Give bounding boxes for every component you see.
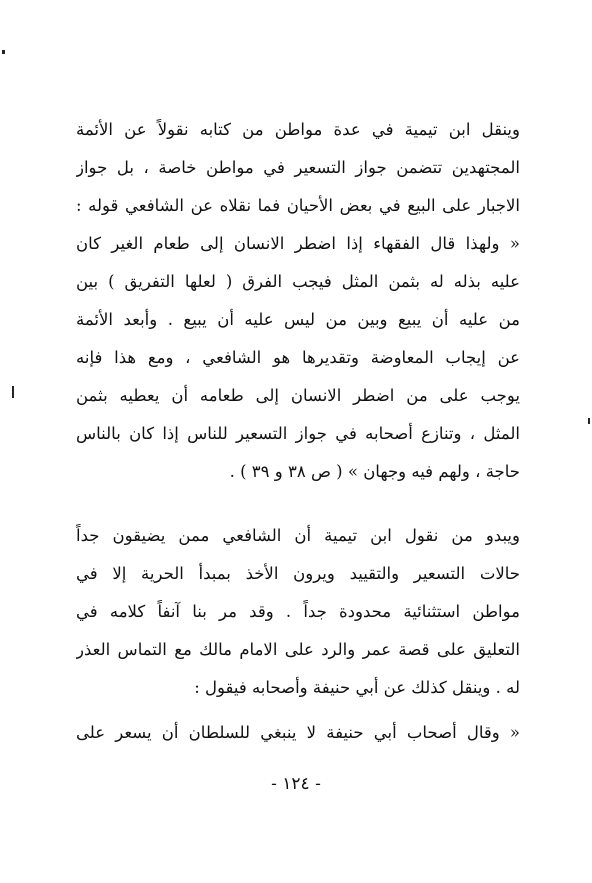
text-line: « ولهذا قال الفقهاء إذا اضطر الانسان إلى طعام الغير كان — [76, 234, 520, 253]
text-line: حالات التسعير والتقييد ويرون الأخذ بمبدأ الحرية إلا في — [76, 564, 520, 583]
text-line: « وقال أصحاب أبي حنيفة لا ينبغي للسلطان أن يسعر على — [76, 723, 520, 742]
paragraph-abu-hanifa-quote — [76, 714, 520, 752]
text-line: عن إيجاب المعاوضة وتقديرها هو الشافعي ، ومع هذا فإنه — [76, 348, 520, 367]
text-line: الاجبار على البيع في بعض الأحيان فما نقلاه عن الشافعي قوله : — [76, 196, 520, 215]
scan-mark — [12, 386, 14, 398]
page-number: - ١٢٤ - — [271, 774, 321, 794]
paragraph-shafii-view — [76, 517, 520, 707]
text-line: يوجب على من اضطر الانسان إلى طعامه أن يعطيه بثمن — [76, 386, 520, 405]
text-line: المثل ، وتنازع أصحابه في جواز التسعير للناس إذا كان بالناس — [76, 424, 520, 443]
text-line: التعليق على قصة عمر والرد على الامام مالك مع التماس العذر — [76, 640, 520, 659]
scan-mark — [2, 50, 5, 54]
text-line: حاجة ، ولهم فيه وجهان » ( ص ٣٨ و ٣٩ ) . — [229, 462, 520, 481]
text-line: ويبدو من نقول ابن تيمية أن الشافعي ممن يضيقون جداً — [76, 526, 520, 545]
text-line: من عليه أن يبيع وبين من ليس عليه أن يبيع . وأبعد الأئمة — [76, 310, 520, 329]
paragraph-quotes-ibn-taymiyya — [76, 111, 520, 491]
text-line: له . وينقل كذلك عن أبي حنيفة وأصحابه فيقول : — [194, 678, 520, 697]
text-line: مواطن استثنائية محدودة جداً . وقد مر بنا آنفاً كلامه في — [76, 602, 520, 621]
text-line: وينقل ابن تيمية في عدة مواطن من كتابه نقولاً عن الأئمة — [76, 120, 520, 139]
text-line: المجتهدين تتضمن جواز التسعير في مواطن خاصة ، بل جواز — [76, 158, 520, 177]
scan-mark — [588, 418, 590, 424]
text-line: عليه بذله له بثمن المثل فيجب الفرق ( لعلها التفريق ) بين — [76, 272, 520, 291]
